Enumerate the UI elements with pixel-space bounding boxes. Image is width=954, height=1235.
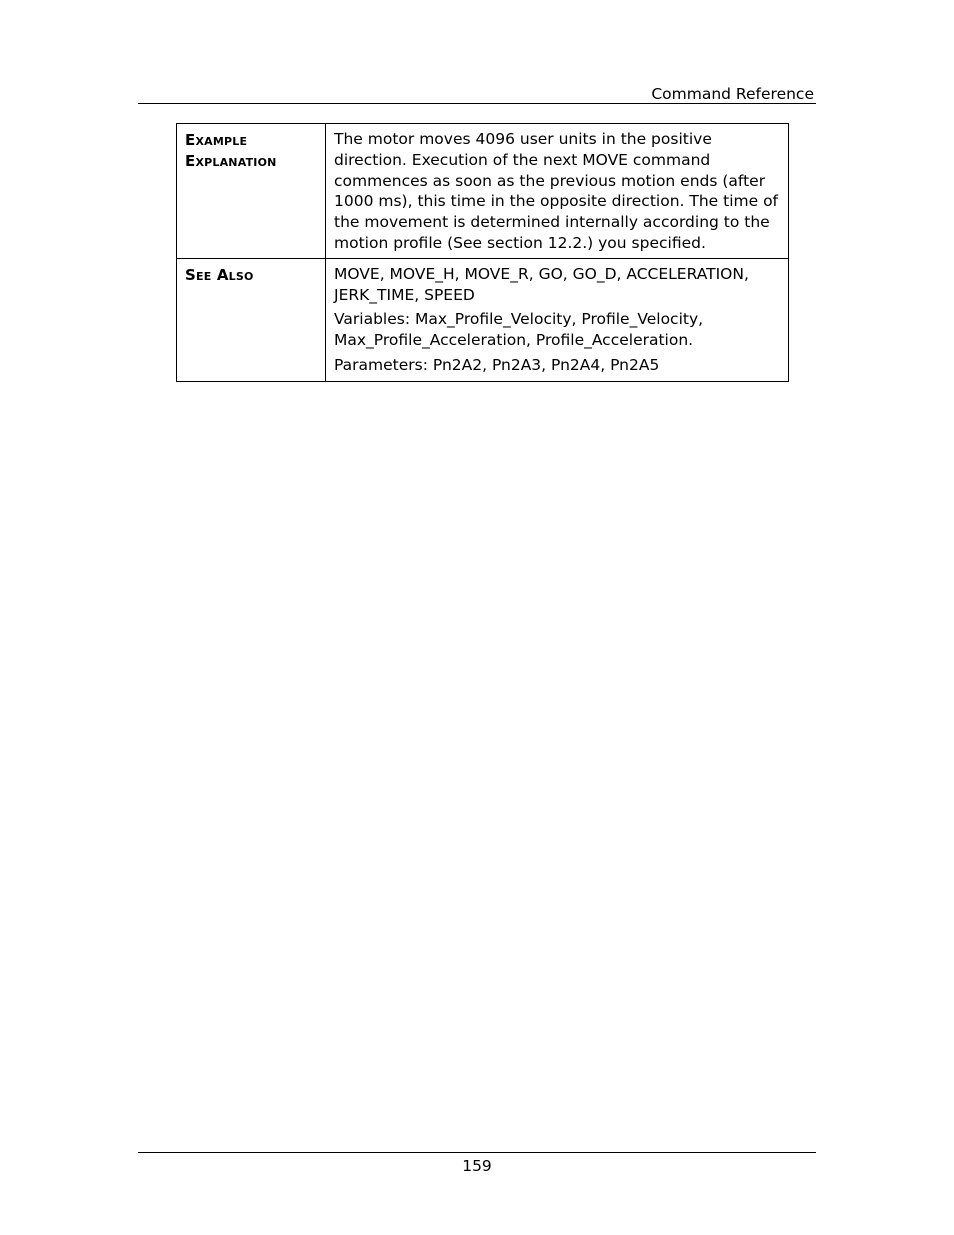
table-row-see-also (177, 258, 789, 381)
row-content-cell (326, 258, 789, 381)
row-label-cell (177, 124, 326, 259)
running-header: Command Reference (651, 85, 814, 103)
see-also-parameters: Parameters: Pn2A2, Pn2A3, Pn2A4, Pn2A5 (334, 355, 660, 374)
row-label-cell (177, 258, 326, 381)
see-also-commands: MOVE, MOVE_H, MOVE_R, GO, GO_D, ACCELERATION, JERK_TIME, SPEED (334, 264, 749, 304)
page-number: 159 (462, 1157, 492, 1175)
command-reference-table (176, 123, 789, 382)
row-content-cell (326, 124, 789, 259)
header-rule (138, 103, 816, 104)
row-label: Example Explanation (185, 131, 277, 170)
footer-rule (138, 1152, 816, 1153)
table-row-example-explanation (177, 124, 789, 259)
see-also-variables: Variables: Max_Profile_Velocity, Profile_Velocity, Max_Profile_Acceleration, Profile_Acceleration. (334, 310, 704, 350)
explanation-paragraph: The motor moves 4096 user units in the positive direction. Execution of the next MOVE command commences as soon as the previous motion ends (after 1000 ms), this time in the opposite direction. The time of the movement is determined internally according to the motion profile (See section 12.2.) you specified. (334, 130, 779, 252)
row-label: See Also (185, 265, 254, 284)
